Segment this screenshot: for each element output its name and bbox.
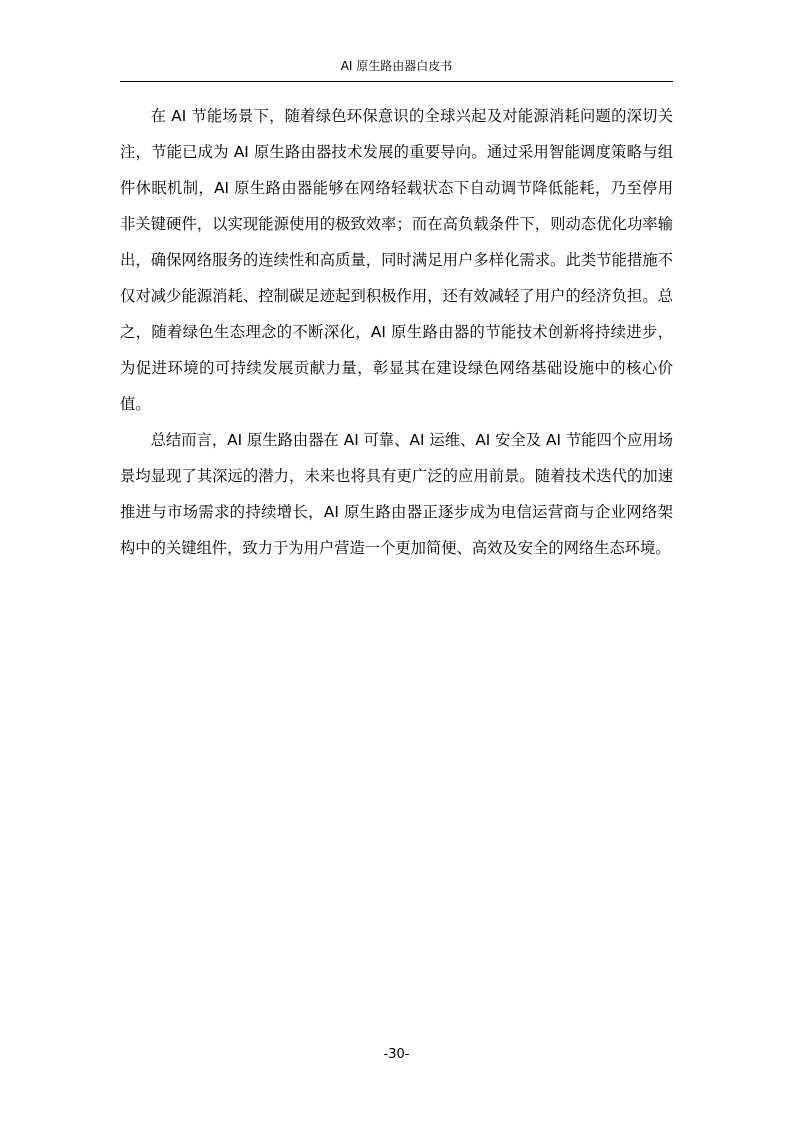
page-header (120, 58, 673, 82)
paragraph-summary: 总结而言，AI 原生路由器在 AI 可靠、AI 运维、AI 安全及 AI 节能四个应用场景均显现了其深远的潜力，未来也将具有更广泛的应用前景。随着技术迭代的加速推进与市场需求的持续增长，AI 原生路由器正逐步成为电信运营商与企业网络架构中的关键组件，致力于为用户营造一个更加简便、高效及安全的网络生态环境。 (120, 431, 673, 557)
header-title: AI 原生路由器白皮书 (340, 59, 453, 73)
document-body (120, 98, 673, 566)
paragraph-ai-energy-saving: 在 AI 节能场景下，随着绿色环保意识的全球兴起及对能源消耗问题的深切关注，节能已成为 AI 原生路由器技术发展的重要导向。通过采用智能调度策略与组件休眠机制，AI 原生路由器能够在网络轻载状态下自动调节降低能耗，乃至停用非关键硬件，以实现能源使用的极致效率；而在高负载条件下，则动态优化功率输出，确保网络服务的连续性和高质量，同时满足用户多样化需求。此类节能措施不仅对减少能源消耗、控制碳足迹起到积极作用，还有效减轻了用户的经济负担。总之，随着绿色生态理念的不断深化，AI 原生路由器的节能技术创新将持续进步，为促进环境的可持续发展贡献力量，彰显其在建设绿色网络基础设施中的核心价值。 (120, 107, 673, 413)
page-number: -30- (383, 1047, 410, 1062)
